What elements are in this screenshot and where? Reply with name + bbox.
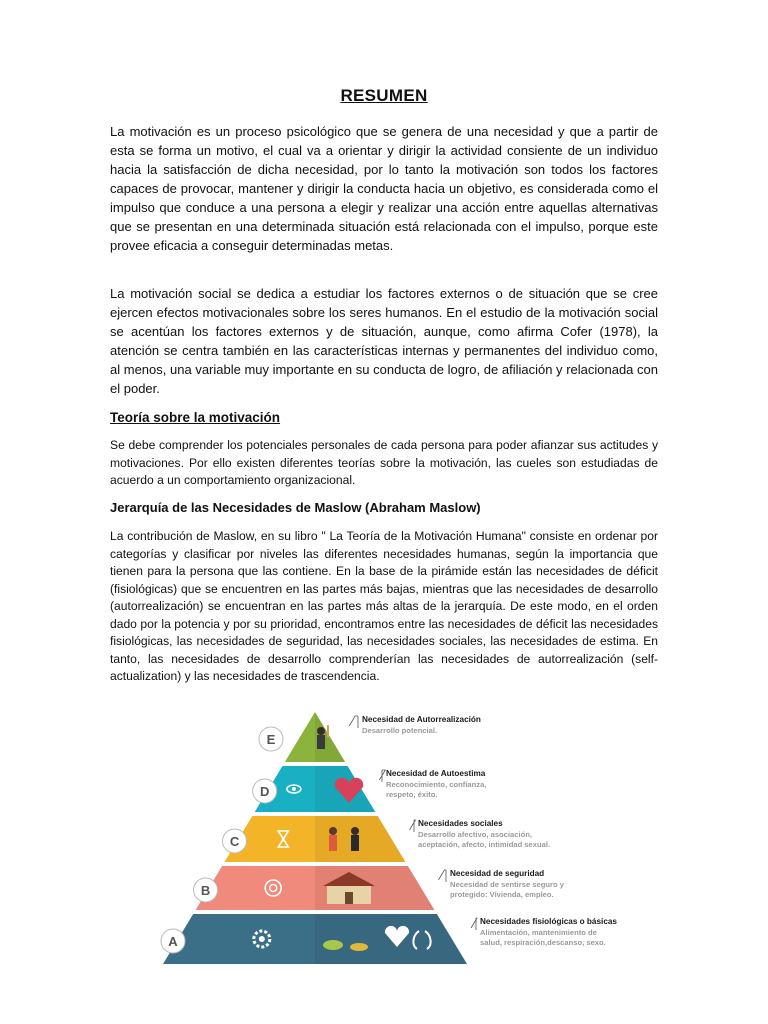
paragraph-motivation-definition: La motivación es un proceso psicológico que se genera de una necesidad y que a partir de esta se forma un motivo, el cual va a orientar y dirigir la actividad consiente de un individuo hacia la satisfacción de dicha necesidad, por lo tanto la motivación son todos los factores capaces de provocar, mantener y dirigir la conducta hacia un objetivo, es considerada como el impulso que conduce a una persona a elegir y realizar una acción entre aquellas alternativas que se presentan en una determinada situación está relacionada con el impulso, porque este provee eficacia a conseguir determinadas metas. <box>110 124 658 253</box>
level-connector <box>349 716 358 728</box>
pyramid-level-shade <box>315 816 405 862</box>
paragraph-theory: Se debe comprender los potenciales personales de cada persona para poder afianzar sus actitudes y motivaciones. Por ello existen diferentes teorías sobre la motivación, las cueles son estudiadas de acuerdo a un comportamiento organizacional. <box>110 438 658 487</box>
level-title: Necesidad de Autoestima <box>386 769 486 778</box>
level-connector <box>471 918 477 930</box>
maslow-pyramid-figure <box>140 708 630 968</box>
level-description: Desarrollo afectivo, asociación, <box>418 830 532 839</box>
level-title: Necesidades sociales <box>418 819 503 828</box>
level-description: salud, respiración,descanso, sexo. <box>480 938 606 947</box>
level-title: Necesidades fisiológicas o básicas <box>480 917 617 926</box>
level-description: Desarrollo potencial. <box>362 726 438 735</box>
paragraph-social-motivation: La motivación social se dedica a estudiar los factores externos o de situación que se cree ejercen efectos motivacionales sobre los seres humanos. En el estudio de la motivación social se acentúan los factores externos y de situación, aunque, como afirma Cofer (1978), la atención se centra también en las características internas y permanentes del individuo como, al menos, una variable muy importante en su conducta de logro, de afiliación y relacionada con el poder. <box>110 286 658 396</box>
level-letter: A <box>168 934 178 949</box>
level-description: aceptación, afecto, intimidad sexual. <box>418 840 551 849</box>
level-description: respeto, éxito. <box>386 790 438 799</box>
page-title: RESUMEN <box>340 86 428 105</box>
maslow-pyramid-svg <box>140 708 630 968</box>
level-letter: E <box>266 732 276 747</box>
level-connector <box>438 870 446 882</box>
level-description: Reconocimiento, confianza, <box>386 780 487 789</box>
heading-theory: Teoría sobre la motivación <box>110 410 281 425</box>
level-description: Alimentación, mantenimiento de <box>480 928 597 937</box>
paragraph-maslow: La contribución de Maslow, en su libro " La Teoría de la Motivación Humana" consiste en ordenar por categorías y clasificar por niveles las diferentes necesidades humanas, según la importancia que tienen para la persona que las contiene. En la base de la pirámide están las necesidades de déficit (fisiológicas) que se encuentren en las partes más bajas, mientras que las necesidades de desarrollo (autorrealización) se encuentran en las partes más altas de la jerarquía. De este modo, en el orden dado por la potencia y por su prioridad, encontramos entre las necesidades de déficit las necesidades fisiológicas, las necesidades de seguridad, las necesidades sociales, las necesidades de estima. En tanto, las necesidades de desarrollo comprenderían las necesidades de autorrealización (self-actualization) y las necesidades de trascendencia. <box>110 529 658 683</box>
level-description: protegido: Vivienda, empleo. <box>450 890 554 899</box>
level-connector <box>379 770 385 782</box>
level-letter: C <box>229 834 240 849</box>
heading-maslow: Jerarquía de las Necesidades de Maslow (Abraham Maslow) <box>110 500 481 515</box>
level-letter: D <box>259 784 270 799</box>
level-letter: B <box>200 883 211 898</box>
level-title: Necesidad de Autorrealización <box>362 715 481 724</box>
level-connector <box>409 820 415 832</box>
level-title: Necesidad de seguridad <box>450 869 545 878</box>
level-description: Necesidad de sentirse seguro y <box>450 880 564 889</box>
